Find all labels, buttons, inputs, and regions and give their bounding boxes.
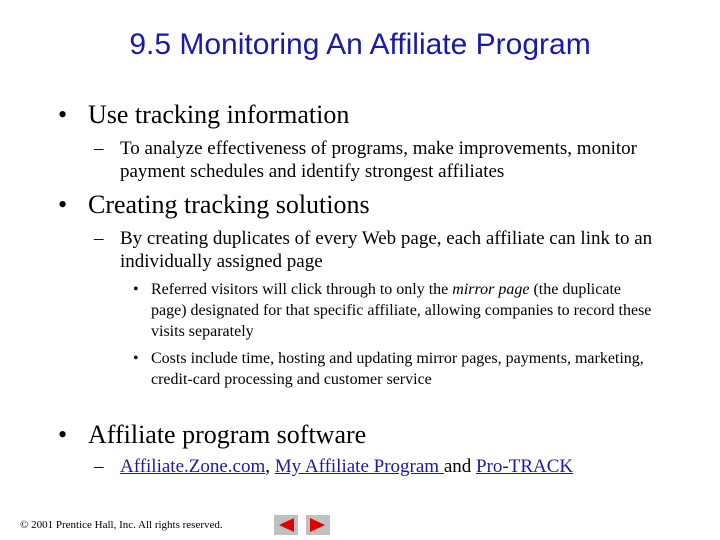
dash-marker: – — [94, 228, 104, 249]
next-slide-button[interactable] — [306, 515, 330, 535]
subsub-text: Costs include time, hosting and updating mirror pages, payments, marketing, credit-card processing and customer service — [151, 350, 644, 388]
subbullet-text — [94, 455, 694, 478]
link-affiliate-zone[interactable]: Affiliate.Zone.com — [120, 456, 266, 477]
slide-title: 9.5 Monitoring An Affiliate Program — [129, 28, 591, 61]
link-my-affiliate-program[interactable]: My Affiliate Program — [274, 456, 444, 477]
link-pro-track[interactable]: Pro-TRACK — [476, 456, 574, 477]
dash-marker: – — [94, 456, 104, 477]
subbullet-software-links — [94, 455, 694, 478]
emphasis-mirror-page: mirror page — [452, 281, 530, 298]
arrow-right-icon — [306, 515, 330, 535]
text-part: Referred visitors will click through to only the — [151, 281, 453, 298]
bullet-marker: • — [58, 190, 68, 219]
prev-slide-button[interactable] — [274, 515, 298, 535]
bullet-marker: • — [133, 350, 139, 367]
bullet-affiliate-software — [58, 420, 366, 450]
subsub-costs — [133, 348, 653, 390]
bullet-marker: • — [58, 100, 68, 129]
bullet-use-tracking — [58, 100, 349, 130]
dash-marker: – — [94, 138, 104, 159]
bullet-text: Use tracking information — [88, 100, 350, 129]
bullet-marker: • — [133, 281, 139, 298]
separator: , — [265, 456, 275, 477]
subbullet-duplicates — [94, 227, 694, 273]
separator: and — [443, 456, 476, 477]
subsub-text — [133, 279, 653, 342]
subbullet-text: By creating duplicates of every Web page, each affiliate can link to an individually assigned page — [120, 228, 653, 272]
bullet-text: Affiliate program software — [88, 420, 367, 449]
arrow-left-icon — [274, 515, 298, 535]
subbullet-text: To analyze effectiveness of programs, make improvements, monitor payment schedules and identify strongest affiliates — [120, 138, 637, 182]
subbullet-analyze — [94, 137, 694, 183]
bullet-text: Creating tracking solutions — [88, 190, 370, 219]
text-part: (the duplicate page) designated for that specific affiliate, allowing companies to record these visits separately — [151, 281, 652, 340]
copyright-footer: © 2001 Prentice Hall, Inc. All rights reserved. — [20, 519, 223, 531]
bullet-creating-tracking — [58, 190, 370, 220]
bullet-marker: • — [58, 420, 68, 449]
subsub-referred-visitors — [133, 279, 653, 342]
